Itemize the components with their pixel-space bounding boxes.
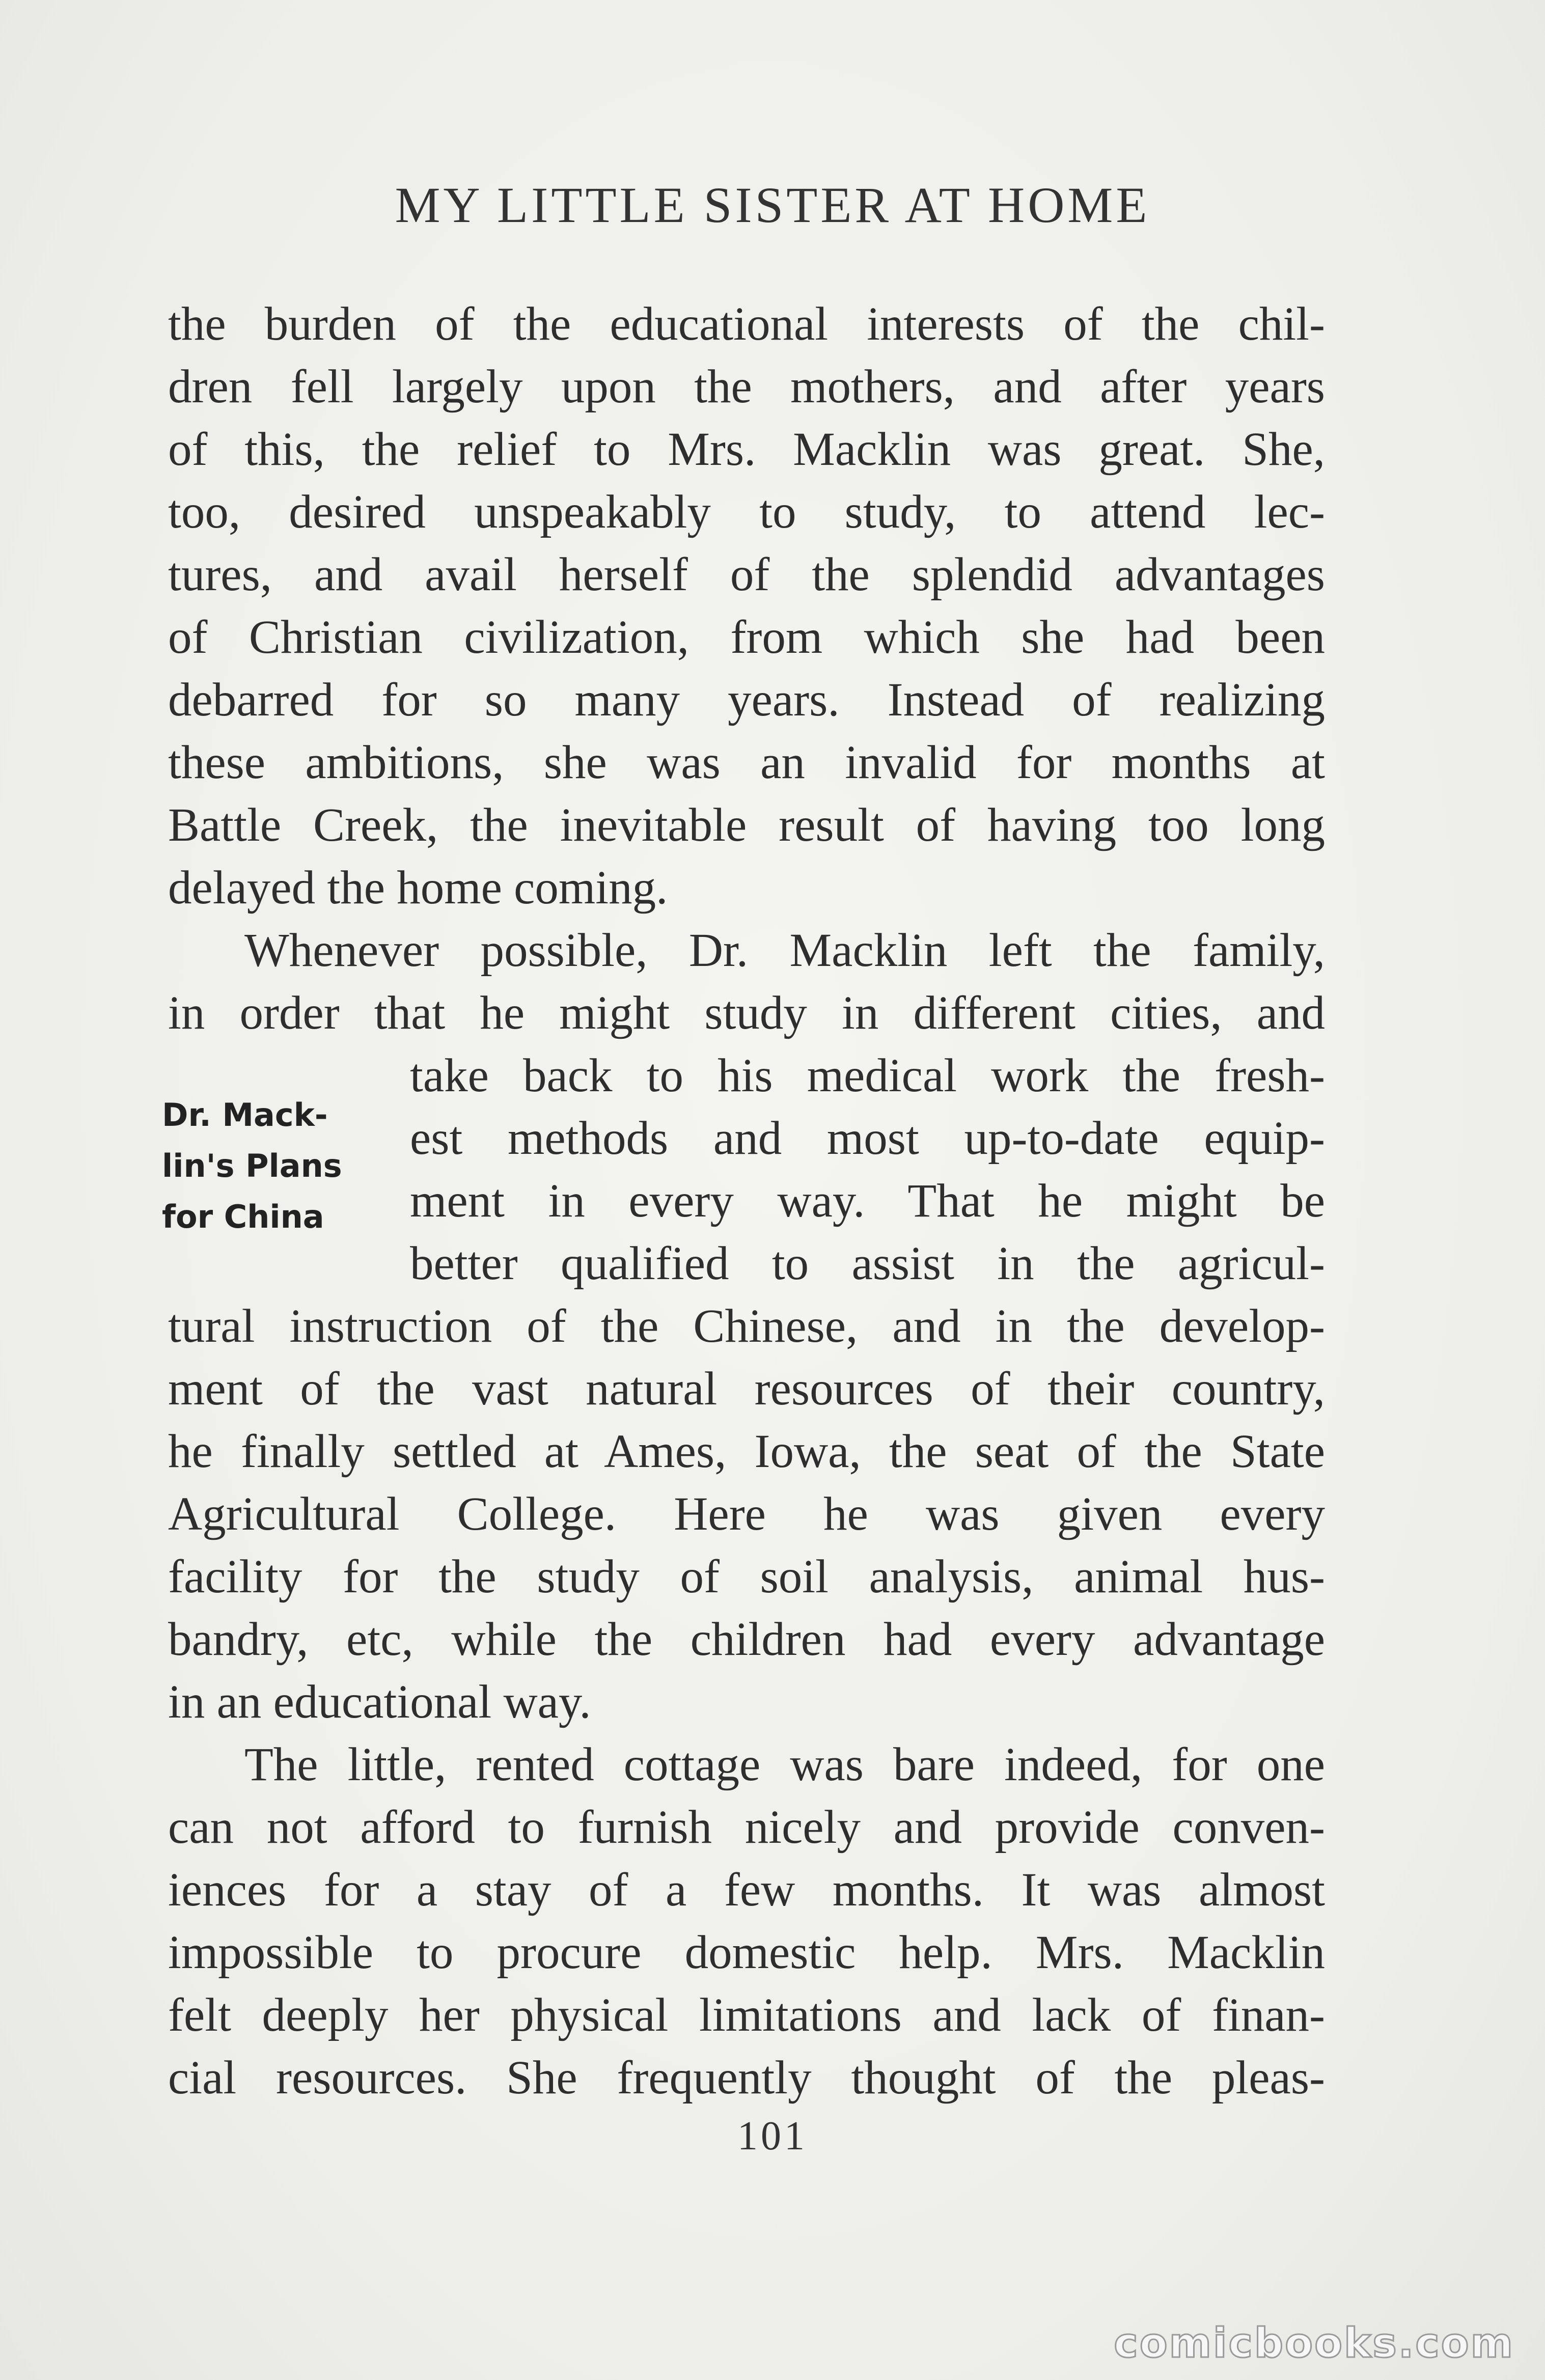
text-line: debarred for so many years. Instead of realizing [168, 674, 1325, 726]
text-line: dren fell largely upon the mothers, and after years [168, 361, 1325, 413]
text-line: iences for a stay of a few months. It was almost [168, 1864, 1325, 1916]
text-line: these ambitions, she was an invalid for months at [168, 736, 1325, 789]
text-line: Agricultural College. Here he was given every [168, 1488, 1325, 1540]
margin-sidenote [162, 1090, 342, 1242]
text-line: Battle Creek, the inevitable result of having too long [168, 799, 1325, 851]
text-line: bandry, etc, while the children had every advantage [168, 1613, 1325, 1666]
page-number: 101 [737, 2114, 808, 2158]
text-line: can not afford to furnish nicely and provide conven- [168, 1801, 1325, 1853]
text-line: ment in every way. That he might be [410, 1175, 1325, 1227]
text-line: better qualified to assist in the agricul- [410, 1237, 1325, 1290]
text-line: too, desired unspeakably to study, to attend lec- [168, 486, 1325, 538]
text-line: delayed the home coming. [168, 862, 668, 914]
text-line: tures, and avail herself of the splendid advantages [168, 548, 1325, 601]
text-line: the burden of the educational interests of the chil- [168, 298, 1325, 350]
sidenote-line: for China [162, 1198, 324, 1235]
text-line: The little, rented cottage was bare indeed, for one [244, 1738, 1325, 1791]
text-line: of Christian civilization, from which she had been [168, 611, 1325, 663]
text-line: facility for the study of soil analysis, animal hus- [168, 1551, 1325, 1603]
running-head: MY LITTLE SISTER AT HOME [395, 177, 1150, 233]
text-line: ment of the vast natural resources of their country, [168, 1363, 1325, 1415]
text-line: tural instruction of the Chinese, and in the develop- [168, 1300, 1325, 1352]
watermark: comicbooks.com [1114, 2319, 1514, 2367]
text-line: in an educational way. [168, 1676, 591, 1728]
sidenote-line: Dr. Mack- [162, 1096, 328, 1133]
text-line: he finally settled at Ames, Iowa, the seat of the State [168, 1425, 1325, 1478]
text-line: impossible to procure domestic help. Mrs. Macklin [168, 1926, 1325, 1979]
text-line: in order that he might study in different cities, and [168, 987, 1325, 1039]
text-line: of this, the relief to Mrs. Macklin was great. She, [168, 423, 1325, 476]
sidenote-line: lin's Plans [162, 1147, 342, 1184]
text-line: Whenever possible, Dr. Macklin left the family, [244, 924, 1325, 977]
text-line: est methods and most up-to-date equip- [410, 1112, 1325, 1165]
text-line: felt deeply her physical limitations and lack of finan- [168, 1989, 1325, 2041]
text-line: take back to his medical work the fresh- [410, 1049, 1325, 1102]
text-line: cial resources. She frequently thought of the pleas- [168, 2052, 1325, 2104]
